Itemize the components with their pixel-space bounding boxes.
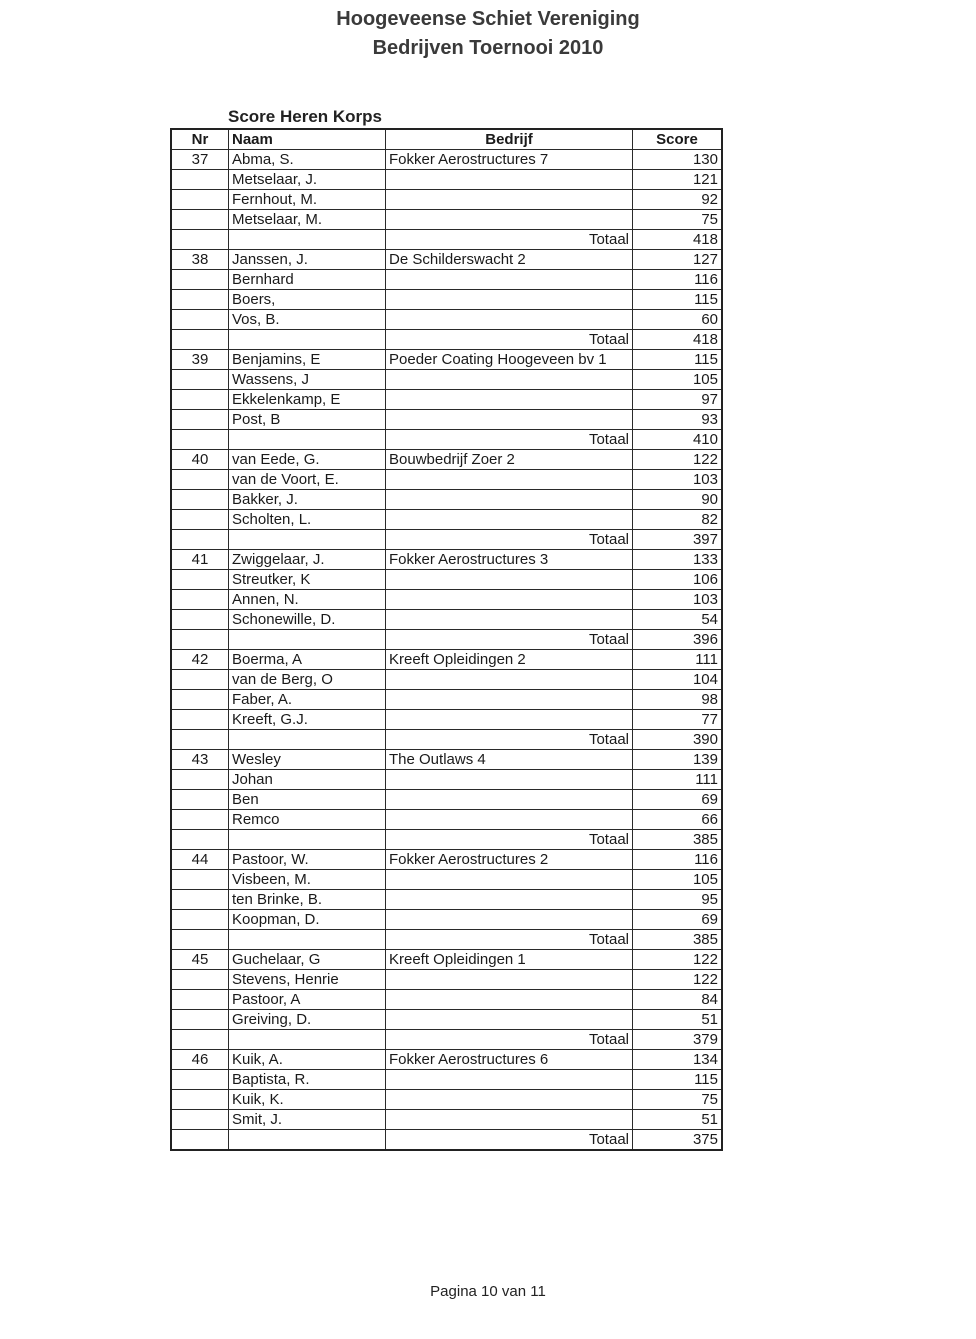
member-name: Vos, B.: [229, 310, 386, 330]
total-row: [171, 730, 722, 750]
total-row: [171, 530, 722, 550]
team-number: 42: [171, 650, 229, 670]
member-name: Kreeft, G.J.: [229, 710, 386, 730]
table-row: [171, 1050, 722, 1070]
member-name: Remco: [229, 810, 386, 830]
table-row: [171, 670, 722, 690]
table-row: [171, 1090, 722, 1110]
column-header-bedrijf: Bedrijf: [386, 129, 633, 150]
team-number: [171, 910, 229, 930]
total-label: Totaal: [386, 930, 633, 950]
team-number: [171, 890, 229, 910]
table-row: [171, 610, 722, 630]
table-row: [171, 510, 722, 530]
table-row: [171, 370, 722, 390]
member-score: 90: [633, 490, 723, 510]
member-score: 105: [633, 370, 723, 390]
empty-cell: [229, 1030, 386, 1050]
member-name: van de Berg, O: [229, 670, 386, 690]
member-name: Metselaar, M.: [229, 210, 386, 230]
team-number: [171, 590, 229, 610]
total-row: [171, 330, 722, 350]
total-row: [171, 1030, 722, 1050]
member-score: 92: [633, 190, 723, 210]
team-total: 418: [633, 330, 723, 350]
table-row: [171, 910, 722, 930]
total-label: Totaal: [386, 230, 633, 250]
team-number: [171, 170, 229, 190]
empty-cell: [171, 1030, 229, 1050]
company-name: [386, 410, 633, 430]
section-title: Score Heren Korps: [228, 107, 382, 126]
member-name: Pastoor, W.: [229, 850, 386, 870]
table-row: [171, 270, 722, 290]
company-name: [386, 770, 633, 790]
team-number: [171, 210, 229, 230]
team-total: 396: [633, 630, 723, 650]
table-row: [171, 1010, 722, 1030]
table-row: [171, 190, 722, 210]
team-number: [171, 970, 229, 990]
empty-cell: [229, 330, 386, 350]
table-header-row: [171, 129, 722, 150]
empty-cell: [229, 930, 386, 950]
team-number: [171, 1010, 229, 1030]
team-number: [171, 390, 229, 410]
company-name: [386, 170, 633, 190]
column-header-naam: Naam: [229, 129, 386, 150]
member-score: 105: [633, 870, 723, 890]
member-score: 66: [633, 810, 723, 830]
member-score: 103: [633, 470, 723, 490]
team-number: [171, 490, 229, 510]
column-header-score: Score: [633, 129, 723, 150]
member-name: Metselaar, J.: [229, 170, 386, 190]
empty-cell: [171, 230, 229, 250]
member-score: 116: [633, 270, 723, 290]
member-name: Bakker, J.: [229, 490, 386, 510]
team-number: [171, 1090, 229, 1110]
company-name: Fokker Aerostructures 3: [386, 550, 633, 570]
member-score: 84: [633, 990, 723, 1010]
member-score: 103: [633, 590, 723, 610]
member-score: 51: [633, 1110, 723, 1130]
company-name: [386, 970, 633, 990]
member-score: 98: [633, 690, 723, 710]
member-score: 104: [633, 670, 723, 690]
member-score: 122: [633, 450, 723, 470]
company-name: [386, 590, 633, 610]
total-row: [171, 1130, 722, 1151]
team-number: 37: [171, 150, 229, 170]
member-score: 111: [633, 650, 723, 670]
member-name: Schonewille, D.: [229, 610, 386, 630]
team-number: 43: [171, 750, 229, 770]
table-row: [171, 590, 722, 610]
team-number: [171, 310, 229, 330]
member-score: 69: [633, 790, 723, 810]
member-name: Wesley: [229, 750, 386, 770]
company-name: [386, 1010, 633, 1030]
table-row: [171, 550, 722, 570]
score-table: [170, 128, 723, 1151]
total-row: [171, 630, 722, 650]
company-name: [386, 370, 633, 390]
team-number: 45: [171, 950, 229, 970]
team-number: [171, 710, 229, 730]
team-total: 385: [633, 930, 723, 950]
member-name: Kuik, K.: [229, 1090, 386, 1110]
member-score: 134: [633, 1050, 723, 1070]
team-number: [171, 190, 229, 210]
team-total: 375: [633, 1130, 723, 1151]
total-label: Totaal: [386, 330, 633, 350]
company-name: [386, 270, 633, 290]
member-name: Koopman, D.: [229, 910, 386, 930]
empty-cell: [171, 830, 229, 850]
table-row: [171, 470, 722, 490]
team-number: 41: [171, 550, 229, 570]
company-name: [386, 570, 633, 590]
team-total: 379: [633, 1030, 723, 1050]
company-name: [386, 870, 633, 890]
total-label: Totaal: [386, 430, 633, 450]
total-row: [171, 230, 722, 250]
table-row: [171, 1110, 722, 1130]
member-name: Scholten, L.: [229, 510, 386, 530]
company-name: [386, 190, 633, 210]
member-name: van Eede, G.: [229, 450, 386, 470]
document-subtitle: Bedrijven Toernooi 2010: [372, 37, 604, 59]
member-name: Fernhout, M.: [229, 190, 386, 210]
company-name: Fokker Aerostructures 2: [386, 850, 633, 870]
empty-cell: [171, 630, 229, 650]
member-score: 69: [633, 910, 723, 930]
member-score: 115: [633, 1070, 723, 1090]
table-row: [171, 990, 722, 1010]
table-row: [171, 870, 722, 890]
table-row: [171, 490, 722, 510]
team-total: 385: [633, 830, 723, 850]
empty-cell: [171, 730, 229, 750]
member-name: Stevens, Henrie: [229, 970, 386, 990]
team-number: [171, 790, 229, 810]
member-name: Greiving, D.: [229, 1010, 386, 1030]
company-name: Bouwbedrijf Zoer 2: [386, 450, 633, 470]
company-name: [386, 390, 633, 410]
table-row: [171, 450, 722, 470]
company-name: Fokker Aerostructures 6: [386, 1050, 633, 1070]
member-name: Bernhard: [229, 270, 386, 290]
team-number: [171, 690, 229, 710]
member-name: Smit, J.: [229, 1110, 386, 1130]
member-name: Janssen, J.: [229, 250, 386, 270]
table-row: [171, 770, 722, 790]
empty-cell: [171, 1130, 229, 1151]
member-name: Annen, N.: [229, 590, 386, 610]
team-number: [171, 870, 229, 890]
company-name: [386, 710, 633, 730]
member-name: Post, B: [229, 410, 386, 430]
table-body: [171, 150, 722, 1151]
team-total: 397: [633, 530, 723, 550]
team-number: [171, 470, 229, 490]
table-row: [171, 290, 722, 310]
table-row: [171, 970, 722, 990]
member-score: 115: [633, 290, 723, 310]
total-label: Totaal: [386, 830, 633, 850]
member-name: Ekkelenkamp, E: [229, 390, 386, 410]
empty-cell: [171, 330, 229, 350]
team-number: [171, 1070, 229, 1090]
member-score: 121: [633, 170, 723, 190]
table-row: [171, 390, 722, 410]
company-name: [386, 490, 633, 510]
company-name: [386, 810, 633, 830]
member-score: 93: [633, 410, 723, 430]
total-row: [171, 930, 722, 950]
table-row: [171, 790, 722, 810]
member-name: Boerma, A: [229, 650, 386, 670]
table-row: [171, 150, 722, 170]
team-total: 410: [633, 430, 723, 450]
member-name: Kuik, A.: [229, 1050, 386, 1070]
member-score: 115: [633, 350, 723, 370]
table-row: [171, 950, 722, 970]
table-row: [171, 310, 722, 330]
total-row: [171, 830, 722, 850]
company-name: [386, 990, 633, 1010]
member-score: 51: [633, 1010, 723, 1030]
column-header-nr: Nr: [171, 129, 229, 150]
company-name: [386, 790, 633, 810]
member-name: Baptista, R.: [229, 1070, 386, 1090]
team-number: [171, 290, 229, 310]
team-number: [171, 570, 229, 590]
member-score: 95: [633, 890, 723, 910]
company-name: The Outlaws 4: [386, 750, 633, 770]
member-score: 54: [633, 610, 723, 630]
table-row: [171, 250, 722, 270]
table-row: [171, 750, 722, 770]
member-score: 133: [633, 550, 723, 570]
team-number: [171, 510, 229, 530]
company-name: [386, 290, 633, 310]
company-name: [386, 1070, 633, 1090]
page-number: Pagina 10 van 11: [430, 1283, 546, 1300]
member-name: Guchelaar, G: [229, 950, 386, 970]
total-label: Totaal: [386, 1030, 633, 1050]
member-score: 122: [633, 970, 723, 990]
total-label: Totaal: [386, 630, 633, 650]
company-name: [386, 210, 633, 230]
company-name: [386, 470, 633, 490]
member-score: 130: [633, 150, 723, 170]
team-number: 40: [171, 450, 229, 470]
empty-cell: [171, 530, 229, 550]
company-name: [386, 1110, 633, 1130]
team-number: 44: [171, 850, 229, 870]
member-score: 82: [633, 510, 723, 530]
document-title: Hoogeveense Schiet Vereniging: [336, 8, 640, 30]
team-total: 418: [633, 230, 723, 250]
member-name: Benjamins, E: [229, 350, 386, 370]
table-row: [171, 890, 722, 910]
company-name: [386, 310, 633, 330]
empty-cell: [229, 1130, 386, 1151]
table-row: [171, 810, 722, 830]
empty-cell: [171, 430, 229, 450]
team-number: [171, 670, 229, 690]
member-name: Pastoor, A: [229, 990, 386, 1010]
team-number: [171, 270, 229, 290]
member-score: 127: [633, 250, 723, 270]
empty-cell: [229, 430, 386, 450]
table-row: [171, 710, 722, 730]
member-name: Abma, S.: [229, 150, 386, 170]
member-name: Visbeen, M.: [229, 870, 386, 890]
company-name: Poeder Coating Hoogeveen bv 1: [386, 350, 633, 370]
team-number: 39: [171, 350, 229, 370]
table-row: [171, 410, 722, 430]
table-row: [171, 650, 722, 670]
table-row: [171, 690, 722, 710]
member-score: 75: [633, 1090, 723, 1110]
empty-cell: [229, 730, 386, 750]
member-name: van de Voort, E.: [229, 470, 386, 490]
company-name: [386, 890, 633, 910]
team-number: [171, 990, 229, 1010]
member-name: Ben: [229, 790, 386, 810]
company-name: [386, 510, 633, 530]
company-name: [386, 690, 633, 710]
empty-cell: [229, 530, 386, 550]
company-name: De Schilderswacht 2: [386, 250, 633, 270]
member-name: Zwiggelaar, J.: [229, 550, 386, 570]
empty-cell: [229, 230, 386, 250]
company-name: [386, 1090, 633, 1110]
member-name: Johan: [229, 770, 386, 790]
table-row: [171, 210, 722, 230]
team-total: 390: [633, 730, 723, 750]
company-name: Kreeft Opleidingen 2: [386, 650, 633, 670]
member-score: 116: [633, 850, 723, 870]
empty-cell: [171, 930, 229, 950]
table-row: [171, 170, 722, 190]
member-score: 77: [633, 710, 723, 730]
total-row: [171, 430, 722, 450]
empty-cell: [229, 630, 386, 650]
member-score: 106: [633, 570, 723, 590]
member-score: 75: [633, 210, 723, 230]
member-name: Faber, A.: [229, 690, 386, 710]
company-name: [386, 670, 633, 690]
team-number: 46: [171, 1050, 229, 1070]
total-label: Totaal: [386, 730, 633, 750]
member-score: 122: [633, 950, 723, 970]
team-number: [171, 770, 229, 790]
table-row: [171, 1070, 722, 1090]
team-number: [171, 370, 229, 390]
member-score: 97: [633, 390, 723, 410]
empty-cell: [229, 830, 386, 850]
member-name: ten Brinke, B.: [229, 890, 386, 910]
table-row: [171, 850, 722, 870]
company-name: [386, 610, 633, 630]
member-score: 60: [633, 310, 723, 330]
team-number: [171, 410, 229, 430]
team-number: [171, 810, 229, 830]
member-score: 111: [633, 770, 723, 790]
team-number: [171, 1110, 229, 1130]
table-row: [171, 570, 722, 590]
table-row: [171, 350, 722, 370]
company-name: [386, 910, 633, 930]
company-name: Kreeft Opleidingen 1: [386, 950, 633, 970]
total-label: Totaal: [386, 1130, 633, 1151]
member-score: 139: [633, 750, 723, 770]
member-name: Wassens, J: [229, 370, 386, 390]
team-number: [171, 610, 229, 630]
member-name: Boers,: [229, 290, 386, 310]
member-name: Streutker, K: [229, 570, 386, 590]
company-name: Fokker Aerostructures 7: [386, 150, 633, 170]
total-label: Totaal: [386, 530, 633, 550]
team-number: 38: [171, 250, 229, 270]
